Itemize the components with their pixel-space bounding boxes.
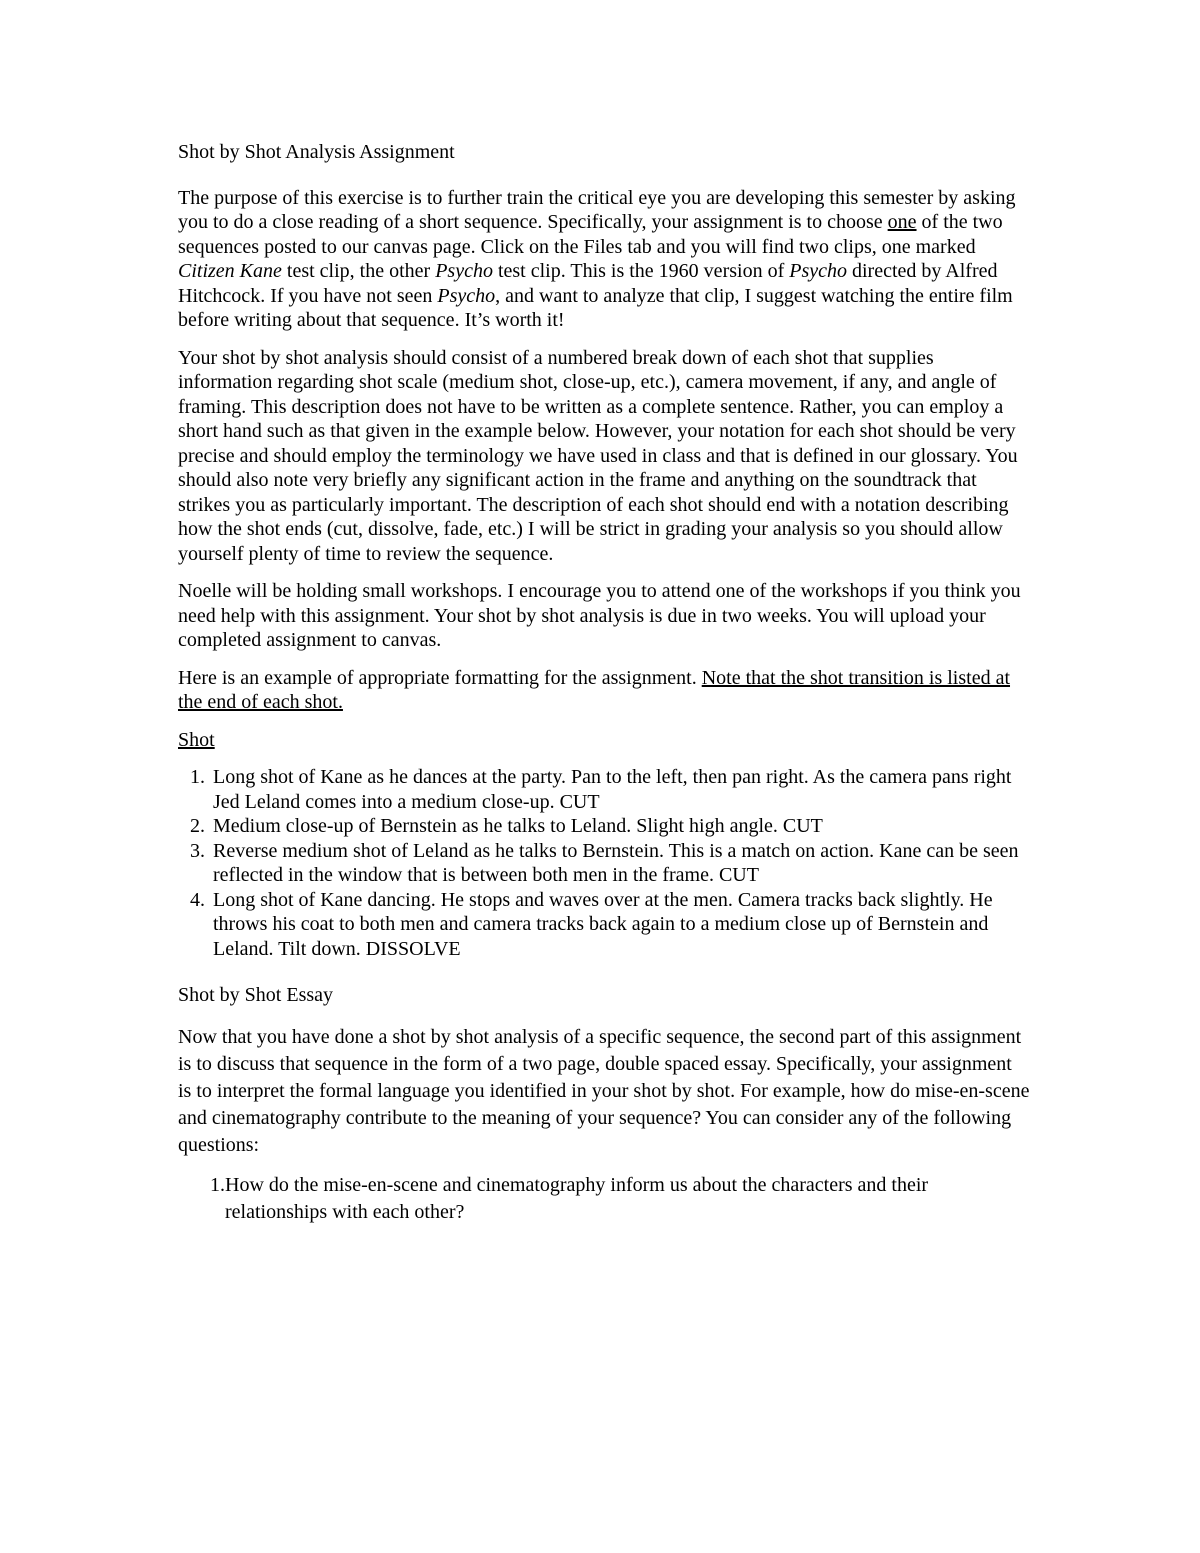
- list-item-number: 3.: [190, 839, 205, 862]
- list-item: [178, 839, 1030, 888]
- essay-paragraph: Now that you have done a shot by shot analysis of a specific sequence, the second part of this assignment is to discuss that sequence in the form of a two page, double spaced essay. Specifically, your assignment is to interpret the formal language you identified in your shot by shot. For example, how do mise-en-scene and cinematography contribute to the meaning of your sequence? You can consider any of the following questions:: [178, 1025, 1030, 1156]
- list-item-text: How do the mise-en-scene and cinematography inform us about the characters and their relationships with each other?: [225, 1173, 929, 1223]
- question-list: [178, 1172, 1030, 1226]
- intro-paragraph: [178, 186, 1030, 333]
- list-item-text: Medium close-up of Bernstein as he talks to Leland. Slight high angle. CUT: [213, 815, 823, 837]
- list-item: [178, 1172, 1030, 1226]
- underlined-text-run: one: [887, 211, 917, 233]
- list-item-number: 2.: [190, 815, 205, 837]
- list-item-text: Long shot of Kane dancing. He stops and waves over at the men. Camera tracks back slightly. He throws his coat to both men and camera tracks back again to a medium close up of Bernstein and Leland. Tilt down. DISSOLVE: [213, 888, 993, 960]
- essay-heading: Shot by Shot Essay: [178, 984, 334, 1006]
- list-item-text: Long shot of Kane as he dances at the party. Pan to the left, then pan right. As the camera pans right Jed Leland comes into a medium close-up. CUT: [213, 766, 1012, 813]
- example-paragraph: [178, 666, 1030, 715]
- text-run: Here is an example of appropriate formatting for the assignment.: [178, 666, 702, 689]
- text-run: directed by Alfred Hitchcock. If you have not seen: [178, 260, 998, 307]
- shot-list: [178, 765, 1030, 961]
- italic-text-run: Psycho: [435, 260, 493, 282]
- list-item-number: 4.: [190, 888, 205, 911]
- list-item-text: Reverse medium shot of Leland as he talks to Bernstein. This is a match on action. Kane can be seen reflected in the window that is between both men in the frame. CUT: [213, 839, 1019, 886]
- list-item-number: 1.: [190, 766, 205, 788]
- text-run: of the two sequences posted to our canvas page. Click on the Files tab and you will find two clips, one marked: [178, 211, 1003, 258]
- list-item-number: 1.: [210, 1173, 225, 1196]
- underlined-text-run: Note that the shot transition is listed at the end of each shot.: [178, 666, 1011, 713]
- list-item: [178, 888, 1030, 962]
- italic-text-run: Citizen Kane: [178, 260, 282, 282]
- workshops-paragraph: Noelle will be holding small workshops. I encourage you to attend one of the workshops if you think you need help with this assignment. Your shot by shot analysis is due in two weeks. You will upload your completed assignment to canvas.: [178, 580, 1021, 651]
- list-item: [178, 765, 1030, 814]
- analysis-paragraph: Your shot by shot analysis should consist of a numbered break down of each shot that supplies information regarding shot scale (medium shot, close-up, etc.), camera movement, if any, and angle of framing. This description does not have to be written as a complete sentence. Rather, you can employ a short hand such as that given in the example below. However, your notation for each shot should be very precise and should employ the terminology we have used in class and that is defined in our glossary. You should also note very briefly any significant action in the frame and anything on the soundtrack that strikes you as particularly important. The description of each shot should end with a notation describing how the shot ends (cut, dissolve, fade, etc.) I will be strict in grading your analysis so you should allow yourself plenty of time to review the sequence.: [178, 346, 1018, 565]
- document-title: Shot by Shot Analysis Assignment: [178, 141, 455, 163]
- italic-text-run: Psycho: [437, 284, 496, 307]
- shot-heading: Shot: [178, 728, 215, 751]
- list-item: [178, 814, 1030, 839]
- text-run: test clip, the other: [281, 260, 436, 282]
- text-run: , and want to analyze that clip, I suggest watching the entire film before writing about that sequence. It’s worth it!: [178, 284, 1013, 331]
- text-run: The purpose of this exercise is to further train the critical eye you are developing this semester by asking you to do a close reading of a short sequence. Specifically, your assignment is to choose: [178, 186, 1016, 233]
- text-run: test clip. This is the 1960 version of: [492, 260, 790, 282]
- italic-text-run: Psycho: [789, 260, 847, 282]
